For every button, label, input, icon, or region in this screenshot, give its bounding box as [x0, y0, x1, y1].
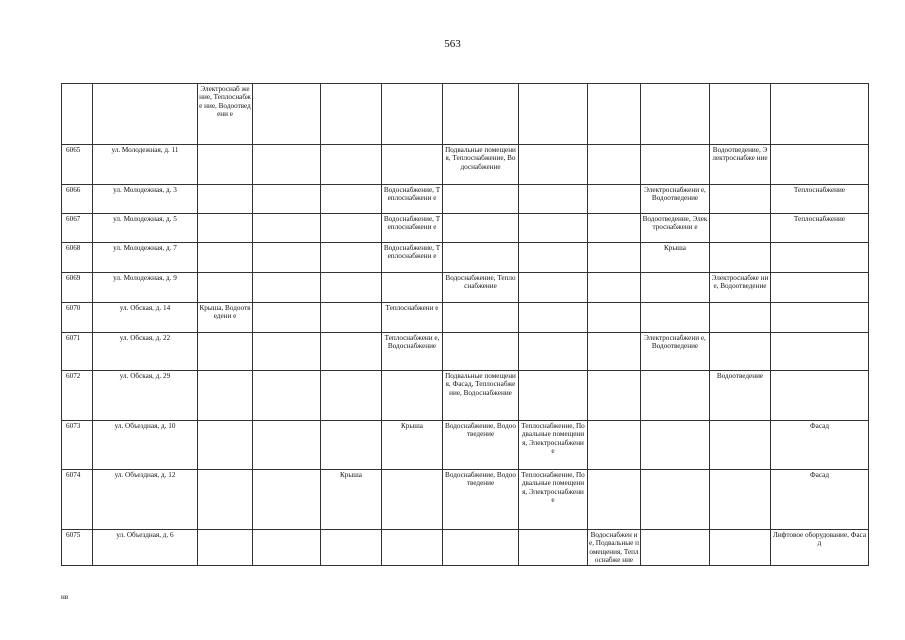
- table-cell: Теплоснабжени е, Водоснабжение: [382, 333, 443, 371]
- table-cell: [641, 530, 710, 566]
- table-cell: Водоснабжение, Теплоснабжение: [443, 273, 519, 303]
- table-cell: [198, 214, 253, 243]
- table-cell: Крыша: [321, 470, 382, 530]
- table-cell: [321, 421, 382, 470]
- table-cell: [198, 470, 253, 530]
- table-cell: [519, 185, 588, 214]
- table-cell: [443, 243, 519, 273]
- table-row: [62, 371, 869, 421]
- row-number-cell: 6067: [62, 214, 93, 243]
- table-cell: [382, 530, 443, 566]
- table-cell: [253, 421, 321, 470]
- table-body: [62, 84, 869, 566]
- table-cell: [321, 243, 382, 273]
- table-row: [62, 145, 869, 185]
- table-cell: [321, 145, 382, 185]
- address-cell: ул. Молодежная, д. 11: [93, 145, 198, 185]
- row-number-cell: 6070: [62, 303, 93, 333]
- table-cell: [710, 243, 771, 273]
- row-number-cell: 6072: [62, 371, 93, 421]
- table-cell: [198, 273, 253, 303]
- table-cell: [321, 333, 382, 371]
- table-cell: [443, 185, 519, 214]
- table-cell: [443, 333, 519, 371]
- table-cell: [382, 470, 443, 530]
- table-row: [62, 530, 869, 566]
- table-row: [62, 185, 869, 214]
- table-cell: [588, 84, 641, 145]
- table-cell: [443, 530, 519, 566]
- table-row: [62, 333, 869, 371]
- table-cell: Водоснабжение, Водоотведение: [443, 421, 519, 470]
- row-number-cell: 6066: [62, 185, 93, 214]
- table-cell: [253, 214, 321, 243]
- table-cell: [641, 303, 710, 333]
- row-number-cell: 6068: [62, 243, 93, 273]
- table-cell: [771, 303, 869, 333]
- table-row: [62, 273, 869, 303]
- table-cell: Теплоснабжени е: [382, 303, 443, 333]
- table-cell: [771, 243, 869, 273]
- table-cell: [588, 273, 641, 303]
- table-cell: [641, 145, 710, 185]
- table-cell: [443, 214, 519, 243]
- address-cell: ул. Обская, д. 22: [93, 333, 198, 371]
- table-cell: [771, 84, 869, 145]
- table-cell: [519, 371, 588, 421]
- table-cell: Фасад: [771, 421, 869, 470]
- table-cell: [253, 243, 321, 273]
- table-cell: [519, 145, 588, 185]
- table-cell: [382, 273, 443, 303]
- table-cell: Крыша: [641, 243, 710, 273]
- table-cell: [198, 530, 253, 566]
- address-cell: ул. Обская, д. 14: [93, 303, 198, 333]
- table-cell: Водоснабжен ие, Подвальные помещения, Теплоснабже ние: [589, 531, 639, 565]
- address-cell: ул. Молодежная, д. 3: [93, 185, 198, 214]
- table-cell: Водоснабжение, Теплоснабжени е: [382, 185, 443, 214]
- page-number: 563: [444, 38, 461, 50]
- table-cell: Электроснабжени е, Водоотведение: [641, 185, 710, 214]
- table-cell: [641, 84, 710, 145]
- table-cell: [321, 371, 382, 421]
- table-cell: [771, 371, 869, 421]
- table-cell: [253, 470, 321, 530]
- table-cell: [710, 530, 771, 566]
- table-cell: [253, 371, 321, 421]
- address-cell: ул. Молодежная, д. 9: [93, 273, 198, 303]
- address-cell: ул. Объездная, д. 10: [93, 421, 198, 470]
- table-cell: [198, 185, 253, 214]
- row-number-cell: 6065: [62, 145, 93, 185]
- repair-schedule-table: [61, 83, 869, 566]
- row-number-cell: [62, 84, 93, 145]
- table-cell: [710, 214, 771, 243]
- table-cell: [382, 371, 443, 421]
- table-cell: [382, 145, 443, 185]
- table-cell: Электроснабже ние, Водоотведение: [710, 273, 771, 303]
- table-cell: [641, 470, 710, 530]
- table-cell: Фасад: [771, 470, 869, 530]
- table-cell: [253, 530, 321, 566]
- row-number-cell: 6071: [62, 333, 93, 371]
- table-cell: Подвальные помещения, Фасад, Теплоснабжение, Водоснабжение: [443, 371, 519, 421]
- row-number-cell: 6075: [62, 530, 93, 566]
- address-cell: [93, 84, 198, 145]
- table-cell: Теплоснабжение: [771, 214, 869, 243]
- table-cell: [588, 145, 641, 185]
- table-cell: [588, 371, 641, 421]
- table-cell: [253, 185, 321, 214]
- table-cell: [198, 145, 253, 185]
- table-cell: [771, 333, 869, 371]
- table-cell: Теплоснабжение, Подвальные помещения, Электроснабжени е: [519, 470, 588, 530]
- row-number-cell: 6074: [62, 470, 93, 530]
- table-cell: [198, 333, 253, 371]
- address-cell: ул. Объездная, д. 6: [93, 530, 198, 566]
- table-cell: Крыша, Водоотведени е: [198, 303, 253, 333]
- table-cell: [321, 273, 382, 303]
- table-row: [62, 214, 869, 243]
- table-cell: [588, 421, 641, 470]
- table-cell: [321, 214, 382, 243]
- address-cell: ул. Обская, д. 29: [93, 371, 198, 421]
- table-cell: Водоснабжение, Теплоснабжени е: [382, 243, 443, 273]
- table-cell: Водоснабжение, Водоотведение: [443, 470, 519, 530]
- table-cell: [710, 303, 771, 333]
- table-cell: [253, 303, 321, 333]
- table-cell: Электроснаб жение, Теплоснабже ние, Водоотведени е: [198, 84, 253, 145]
- address-cell: ул. Молодежная, д. 5: [93, 214, 198, 243]
- table-cell: [519, 243, 588, 273]
- table-cell: [710, 84, 771, 145]
- table-cell: [321, 303, 382, 333]
- address-cell: ул. Молодежная, д. 7: [93, 243, 198, 273]
- table-cell: Электроснабжени е, Водоотведение: [641, 333, 710, 371]
- table-cell: [588, 185, 641, 214]
- table-cell: [198, 371, 253, 421]
- table-cell: [519, 214, 588, 243]
- footer-mark: нв: [61, 593, 69, 601]
- table-cell: [710, 333, 771, 371]
- table-cell: Водоотведение, Электроснабже ние: [710, 145, 771, 185]
- address-cell: ул. Объездная, д. 12: [93, 470, 198, 530]
- table-cell: [710, 421, 771, 470]
- table-cell: [321, 530, 382, 566]
- table-row: [62, 84, 869, 145]
- table-cell: [588, 243, 641, 273]
- table-cell: [519, 303, 588, 333]
- table-row: [62, 303, 869, 333]
- table-cell: [588, 333, 641, 371]
- table-cell: [443, 303, 519, 333]
- table-row: [62, 470, 869, 530]
- table-cell: Водоотведение: [710, 371, 771, 421]
- table-cell: [321, 84, 382, 145]
- table-cell: [382, 84, 443, 145]
- table-cell: [519, 530, 588, 566]
- table-cell: [519, 333, 588, 371]
- table-cell: [588, 303, 641, 333]
- row-number-cell: 6073: [62, 421, 93, 470]
- table-cell: [588, 470, 641, 530]
- table-cell: [253, 145, 321, 185]
- table-cell: [710, 185, 771, 214]
- table-cell: [710, 470, 771, 530]
- table-cell: [519, 273, 588, 303]
- row-number-cell: 6069: [62, 273, 93, 303]
- table-cell: Водоотведение, Электроснабжени е: [641, 214, 710, 243]
- table-cell: [443, 84, 519, 145]
- table-cell: [198, 243, 253, 273]
- table-cell: Теплоснабжение, Подвальные помещения, Электроснабжени е: [519, 421, 588, 470]
- table-cell: [253, 84, 321, 145]
- table-cell: Крыша: [382, 421, 443, 470]
- table-cell: [198, 421, 253, 470]
- table-cell: [519, 84, 588, 145]
- table-cell: Лифтовое оборудование, Фасад: [771, 530, 869, 566]
- table-cell: [253, 333, 321, 371]
- table-cell: [771, 145, 869, 185]
- table-cell: Подвальные помещения, Теплоснабжение, Водоснабжение: [443, 145, 519, 185]
- table-cell: [771, 273, 869, 303]
- table-cell: [641, 371, 710, 421]
- table-cell: [641, 421, 710, 470]
- table-cell: [253, 273, 321, 303]
- table-cell: [321, 185, 382, 214]
- data-table-wrapper: [61, 83, 869, 566]
- table-row: [62, 421, 869, 470]
- table-cell: Теплоснабжение: [771, 185, 869, 214]
- table-cell: [641, 273, 710, 303]
- table-cell: Водоснабжение, Теплоснабжени е: [382, 214, 443, 243]
- table-cell: [588, 214, 641, 243]
- table-row: [62, 243, 869, 273]
